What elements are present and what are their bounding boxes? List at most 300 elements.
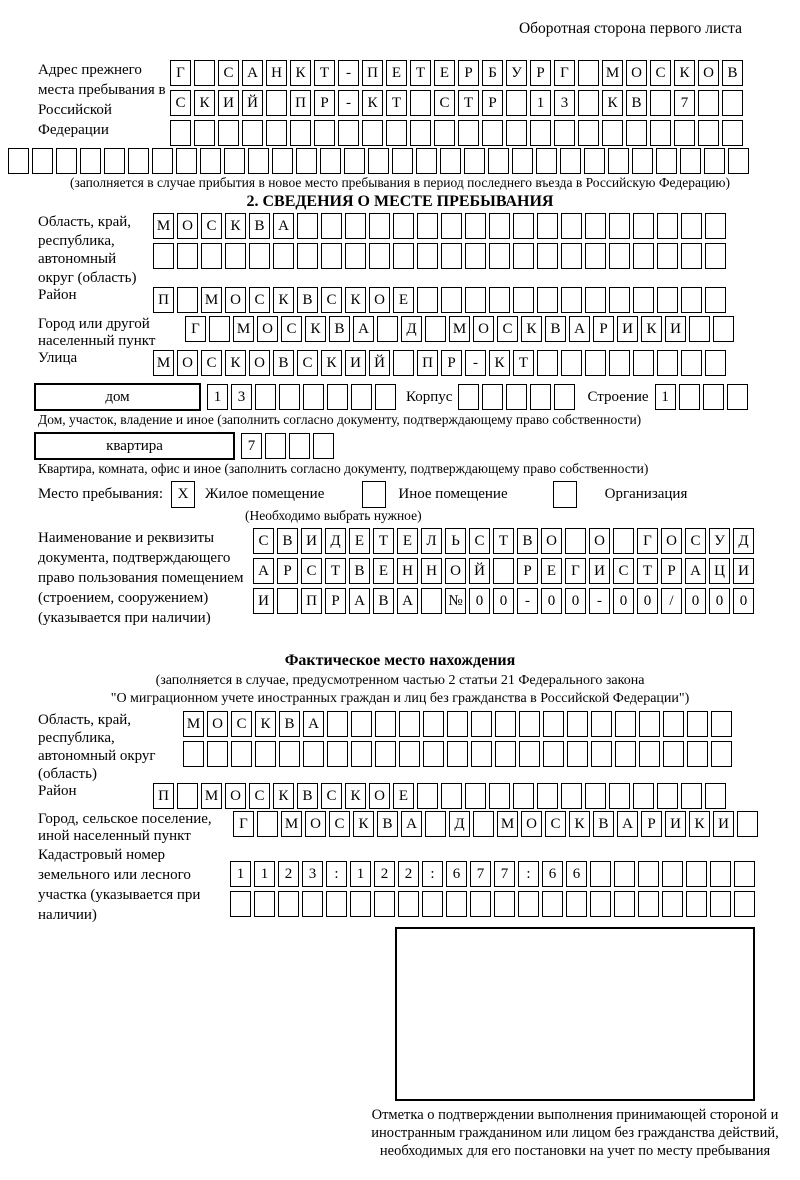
char-cell [537,783,558,809]
char-cell [326,891,347,917]
char-cell: Ь [445,528,466,554]
document-label: Наименование и реквизиты документа, подтверждающего право пользования помещением (строением, сооружением) (указывается при наличии) [38,530,244,626]
char-cell: О [473,316,494,342]
char-cell: В [273,350,294,376]
checkbox-residential: X [171,481,195,508]
char-cell: П [362,60,383,86]
char-cell: П [290,90,311,116]
char-cell [417,213,438,239]
char-cell: 0 [493,588,514,614]
char-cell: О [257,316,278,342]
char-cell: С [301,558,322,584]
char-cell: С [249,287,270,313]
char-cell [663,711,684,737]
char-cell [494,891,515,917]
char-cell: - [589,588,610,614]
char-cell: Т [410,60,431,86]
char-cell [537,350,558,376]
char-cell [303,741,324,767]
char-cell: С [685,528,706,554]
char-cell [614,891,635,917]
char-cell [728,148,749,174]
char-cell: О [661,528,682,554]
char-cell: 2 [398,861,419,887]
char-cell: Р [277,558,298,584]
char-cell [518,891,539,917]
char-cell: Е [393,783,414,809]
char-cell [495,741,516,767]
char-cell [657,287,678,313]
char-cell: Г [554,60,575,86]
char-cell: А [401,811,422,837]
house-note: Дом, участок, владение и иное (заполнить согласно документу, подтверждающему право собственности) [38,412,642,427]
char-cell [446,891,467,917]
char-cell [351,384,372,410]
char-cell [704,148,725,174]
char-cell: Г [637,528,658,554]
char-cell: К [641,316,662,342]
char-cell: В [297,783,318,809]
char-cell: М [497,811,518,837]
apartment-number-cells [241,433,334,459]
char-cell [321,213,342,239]
char-cell [183,741,204,767]
char-cell [615,741,636,767]
char-cell: О [225,783,246,809]
char-cell [633,243,654,269]
char-cell: Р [325,588,346,614]
char-cell [578,120,599,146]
char-cell [248,148,269,174]
char-cell: М [153,350,174,376]
char-cell: И [665,316,686,342]
char-cell: П [417,350,438,376]
char-cell [351,711,372,737]
char-cell [441,243,462,269]
char-cell: С [249,783,270,809]
char-cell: : [422,861,443,887]
char-cell [447,741,468,767]
char-cell [711,741,732,767]
char-cell [609,350,630,376]
char-cell: К [674,60,695,86]
char-cell [440,148,461,174]
char-cell [279,384,300,410]
char-cell [493,558,514,584]
city-block [38,316,800,350]
previous-address-rows [170,60,743,146]
actual-district-label: Район [38,783,77,799]
city-row [185,316,734,342]
char-cell: К [489,350,510,376]
char-cell [369,213,390,239]
char-cell: Р [441,350,462,376]
char-cell [686,891,707,917]
char-cell [705,350,726,376]
stay-type-note: (Необходимо выбрать нужное) [245,508,422,523]
char-cell: - [517,588,538,614]
korpus-label: Корпус [406,388,453,405]
char-cell: - [338,60,359,86]
char-cell [686,861,707,887]
char-cell: С [253,528,274,554]
char-cell [537,213,558,239]
char-cell [602,120,623,146]
char-cell: Г [233,811,254,837]
char-cell [565,528,586,554]
char-cell [265,433,286,459]
char-cell: И [218,90,239,116]
char-cell: М [449,316,470,342]
char-cell: В [722,60,743,86]
char-cell [170,120,191,146]
region-row-2 [153,243,726,269]
char-cell [410,120,431,146]
char-cell: Е [397,528,418,554]
char-cell: К [362,90,383,116]
char-cell [681,783,702,809]
char-cell [225,243,246,269]
char-cell [368,148,389,174]
document-row-3 [253,588,754,614]
char-cell [230,891,251,917]
char-cell: О [589,528,610,554]
stay-type-label: Место пребывания: [38,486,163,502]
char-cell [662,861,683,887]
char-cell [344,148,365,174]
actual-district-block [38,783,800,809]
char-cell [639,741,660,767]
char-cell [609,213,630,239]
char-cell [585,287,606,313]
document-block [38,528,800,648]
char-cell [482,120,503,146]
char-cell [591,741,612,767]
char-cell [441,213,462,239]
char-cell: А [617,811,638,837]
char-cell: 7 [470,861,491,887]
char-cell [543,741,564,767]
char-cell [560,148,581,174]
char-cell [663,741,684,767]
char-cell: К [353,811,374,837]
cadastre-row-1 [230,861,755,887]
char-cell [554,120,575,146]
char-cell [218,120,239,146]
char-cell [537,287,558,313]
char-cell [80,148,101,174]
char-cell [681,350,702,376]
char-cell: Т [314,60,335,86]
char-cell [297,213,318,239]
korpus-cells [458,384,575,410]
char-cell [585,783,606,809]
apartment-type-box: квартира [34,432,235,460]
actual-region-rows [183,711,732,767]
char-cell [345,243,366,269]
actual-region-label: Область, край, республика, автономный округ (область) [38,712,156,782]
char-cell: К [273,287,294,313]
char-cell [375,711,396,737]
char-cell [423,741,444,767]
char-cell: В [373,588,394,614]
region-rows [153,213,726,269]
char-cell [242,120,263,146]
char-cell [632,148,653,174]
char-cell [687,741,708,767]
char-cell [567,711,588,737]
char-cell: П [153,287,174,313]
char-cell [128,148,149,174]
char-cell: Е [349,528,370,554]
char-cell [703,384,724,410]
char-cell [561,213,582,239]
previous-address-label: Адрес прежнего места пребывания в Российской Федерации [38,62,166,138]
cadastre-block [38,845,800,925]
char-cell [674,120,695,146]
actual-region-block [38,711,800,783]
char-cell: О [249,350,270,376]
char-cell: 1 [254,861,275,887]
char-cell [495,711,516,737]
char-cell [657,243,678,269]
char-cell [584,148,605,174]
char-cell: А [353,316,374,342]
char-cell: Н [397,558,418,584]
char-cell [488,148,509,174]
actual-city-label: Город, сельское поселение, иной населенный пункт [38,811,212,844]
char-cell [591,711,612,737]
char-cell: Р [641,811,662,837]
char-cell: В [349,558,370,584]
char-cell [561,783,582,809]
char-cell [681,213,702,239]
char-cell: Т [386,90,407,116]
char-cell [297,243,318,269]
char-cell [8,148,29,174]
document-row-2 [253,558,754,584]
char-cell [266,90,287,116]
house-row [34,382,800,412]
char-cell [399,741,420,767]
char-cell: К [225,213,246,239]
char-cell [473,811,494,837]
char-cell: С [297,350,318,376]
char-cell: В [593,811,614,837]
option-residential-label: Жилое помещение [205,486,325,502]
char-cell [614,861,635,887]
char-cell: Е [393,287,414,313]
char-cell [705,783,726,809]
char-cell: А [303,711,324,737]
previous-address-row-3 [170,120,743,146]
char-cell: Т [458,90,479,116]
char-cell: О [305,811,326,837]
char-cell: Т [373,528,394,554]
char-cell: Й [242,90,263,116]
region-label: Область, край, республика, автономный округ (область) [38,214,137,286]
char-cell [465,783,486,809]
char-cell: С [497,316,518,342]
actual-location-note-2: "О миграционном учете иностранных граждан и лиц без гражданства в Российской Федерации") [110,691,690,706]
char-cell [590,891,611,917]
char-cell: К [321,350,342,376]
char-cell [609,783,630,809]
char-cell: П [301,588,322,614]
char-cell: Р [517,558,538,584]
char-cell [398,891,419,917]
char-cell [698,90,719,116]
char-cell [393,243,414,269]
char-cell: 6 [566,861,587,887]
char-cell [638,891,659,917]
char-cell: С [201,350,222,376]
actual-location-note-1: (заполняется в случае, предусмотренном частью 2 статьи 21 Федерального закона [155,673,645,688]
char-cell [104,148,125,174]
char-cell: 7 [674,90,695,116]
char-cell: С [321,287,342,313]
char-cell: В [377,811,398,837]
char-cell: Д [449,811,470,837]
char-cell [578,90,599,116]
char-cell: К [194,90,215,116]
char-cell: 1 [530,90,551,116]
char-cell [416,148,437,174]
char-cell: 6 [542,861,563,887]
apartment-row [34,431,800,461]
char-cell [633,783,654,809]
char-cell [650,120,671,146]
char-cell [638,861,659,887]
char-cell [650,90,671,116]
char-cell [537,243,558,269]
district-block [38,287,800,313]
char-cell [734,861,755,887]
char-cell [254,891,275,917]
char-cell: А [685,558,706,584]
char-cell: Н [266,60,287,86]
actual-region-row-2 [183,741,732,767]
char-cell [201,243,222,269]
char-cell [656,148,677,174]
char-cell: С [613,558,634,584]
stay-type-row [38,481,800,508]
char-cell [441,783,462,809]
char-cell [290,120,311,146]
char-cell: С [650,60,671,86]
char-cell: 0 [637,588,658,614]
char-cell [465,213,486,239]
char-cell: А [397,588,418,614]
char-cell [177,287,198,313]
char-cell [543,711,564,737]
char-cell: А [253,558,274,584]
char-cell [425,811,446,837]
char-cell [194,60,215,86]
char-cell: В [297,287,318,313]
char-cell: К [345,287,366,313]
char-cell: У [506,60,527,86]
char-cell [345,213,366,239]
char-cell [566,891,587,917]
char-cell [710,891,731,917]
char-cell [375,384,396,410]
char-cell: И [253,588,274,614]
char-cell [458,120,479,146]
actual-city-block [38,811,800,845]
confirmation-caption: Отметка о подтверждении выполнения принимающей стороной и иностранным гражданином или лицом без гражданства действий, необходимых для его постановки на учет по месту пребывания [371,1107,779,1159]
char-cell [153,243,174,269]
char-cell [313,433,334,459]
char-cell: С [469,528,490,554]
char-cell: О [541,528,562,554]
char-cell: О [626,60,647,86]
char-cell: С [434,90,455,116]
char-cell: А [273,213,294,239]
char-cell [152,148,173,174]
char-cell: Е [386,60,407,86]
char-cell [338,120,359,146]
char-cell [489,287,510,313]
char-cell [657,213,678,239]
char-cell: У [709,528,730,554]
char-cell [713,316,734,342]
char-cell: С [218,60,239,86]
char-cell [710,861,731,887]
char-cell: В [279,711,300,737]
char-cell [231,741,252,767]
char-cell [320,148,341,174]
char-cell: Т [325,558,346,584]
char-cell: Л [421,528,442,554]
char-cell: 0 [541,588,562,614]
char-cell [561,287,582,313]
char-cell [506,90,527,116]
char-cell [302,891,323,917]
char-cell [441,287,462,313]
char-cell: - [338,90,359,116]
region-row-1 [153,213,726,239]
char-cell: Ц [709,558,730,584]
char-cell: М [201,783,222,809]
page-side-note: Оборотная сторона первого листа [518,20,742,37]
char-cell: А [349,588,370,614]
char-cell: О [369,287,390,313]
char-cell: О [521,811,542,837]
char-cell [513,783,534,809]
char-cell [249,243,270,269]
char-cell [278,891,299,917]
char-cell: И [733,558,754,584]
confirmation-stamp-box [395,927,755,1101]
previous-address-block [38,60,800,144]
char-cell [513,287,534,313]
char-cell: / [661,588,682,614]
house-type-box: дом [34,383,201,411]
char-cell [56,148,77,174]
char-cell [542,891,563,917]
char-cell [273,243,294,269]
char-cell: : [518,861,539,887]
char-cell [321,243,342,269]
char-cell [471,741,492,767]
char-cell: К [255,711,276,737]
char-cell: О [445,558,466,584]
char-cell: С [170,90,191,116]
previous-address-row-2 [170,90,743,116]
char-cell: О [225,287,246,313]
char-cell [327,741,348,767]
